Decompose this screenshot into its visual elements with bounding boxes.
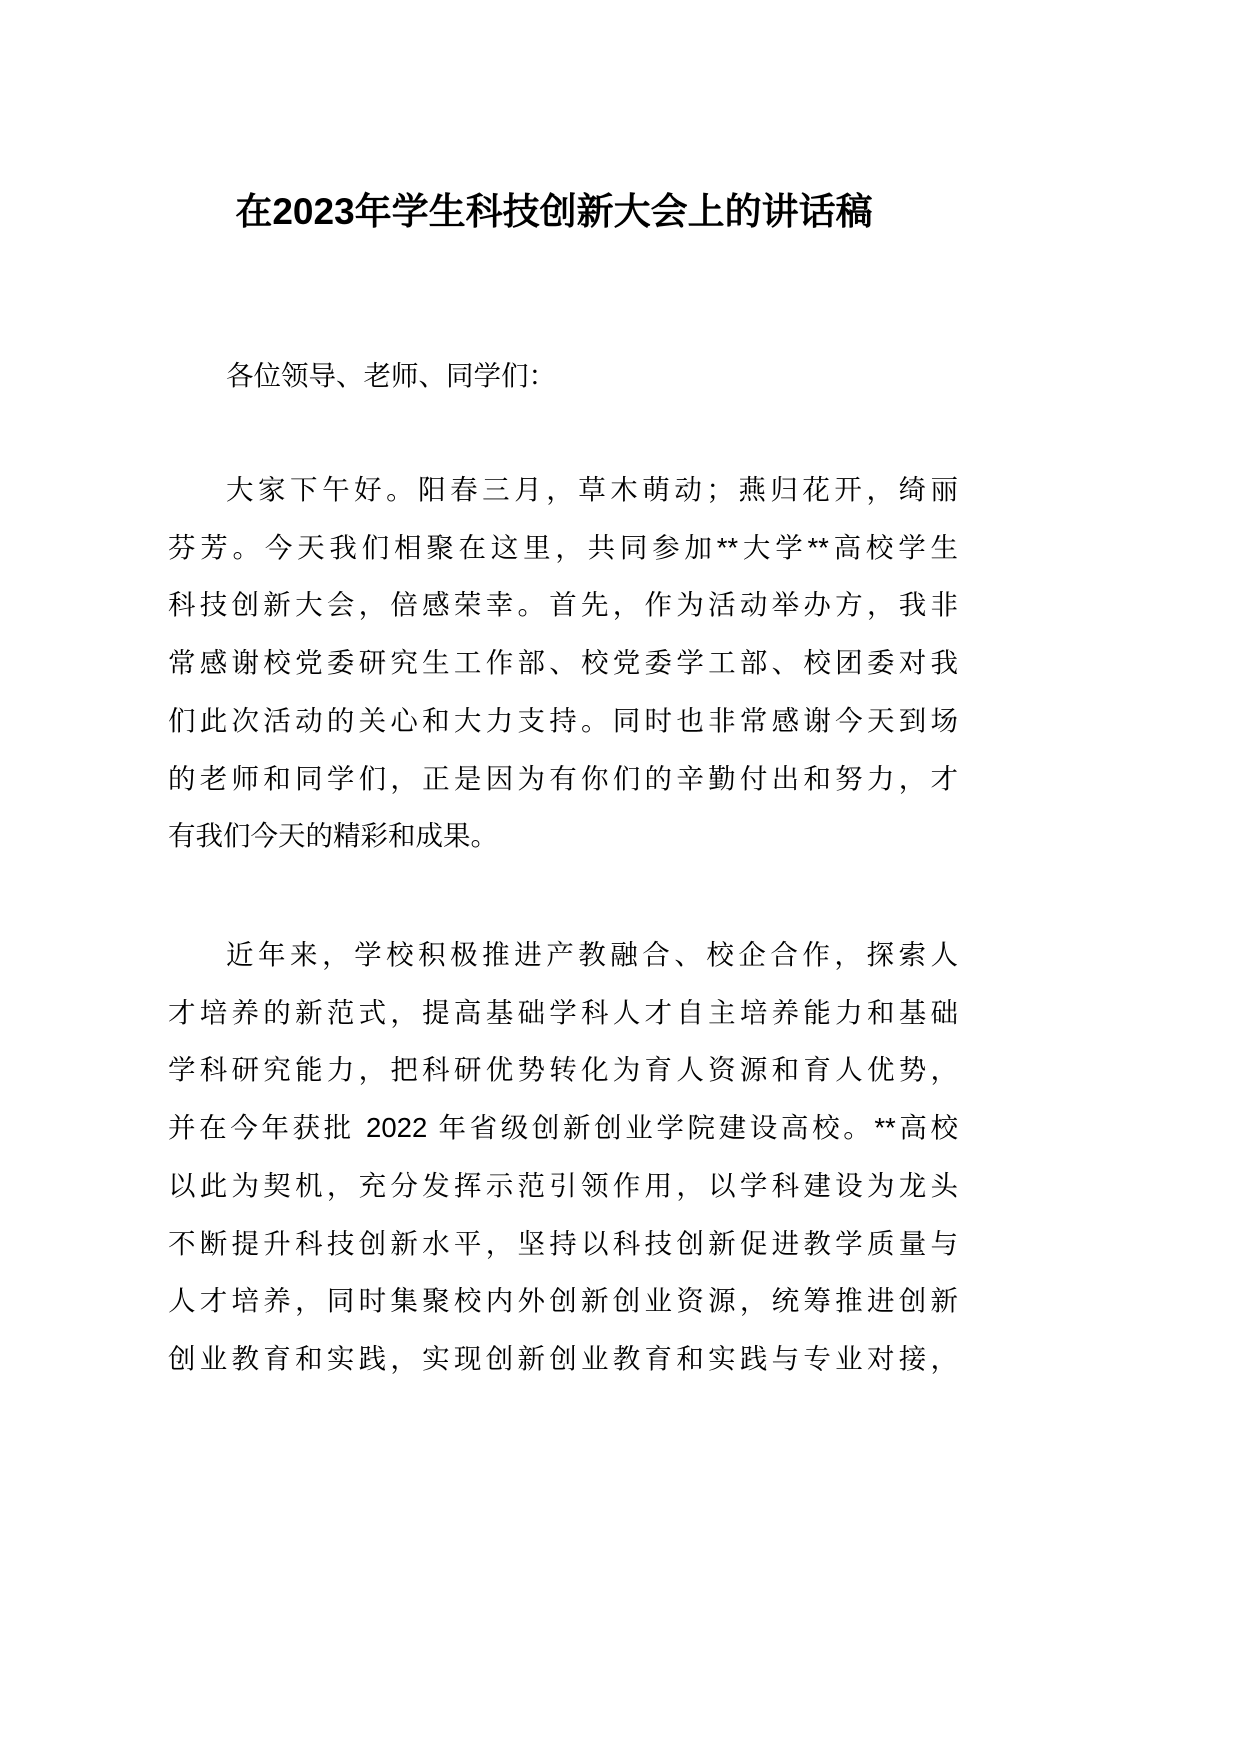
paragraph-line: 人才培养，同时集聚校内外创新创业资源，统筹推进创新 — [168, 1285, 958, 1317]
paragraph-line: 不断提升科技创新水平，坚持以科技创新促进教学质量与 — [168, 1227, 958, 1259]
paragraph-line: 常感谢校党委研究生工作部、校党委学工部、校团委对我 — [168, 647, 958, 679]
paragraph-line: 并在今年获批 2022 年省级创新创业学院建设高校。**高校 — [168, 1112, 958, 1144]
paragraph-line: 有我们今天的精彩和成果。 — [168, 820, 498, 852]
document-title: 在2023年学生科技创新大会上的讲话稿 — [235, 191, 873, 232]
paragraph-line: 近年来，学校积极推进产教融合、校企合作，探索人 — [226, 939, 958, 970]
paragraph-line: 的老师和同学们，正是因为有你们的辛勤付出和努力，才 — [168, 762, 958, 794]
paragraph-line: 以此为契机，充分发挥示范引领作用，以学科建设为龙头 — [168, 1169, 958, 1201]
paragraph-line: 们此次活动的关心和大力支持。同时也非常感谢今天到场 — [168, 704, 958, 736]
paragraph-line: 学科研究能力，把科研优势转化为育人资源和育人优势， — [168, 1054, 958, 1086]
paragraph-1 — [168, 461, 958, 865]
paragraph-2 — [168, 926, 958, 1388]
paragraph-line: 芬芳。今天我们相聚在这里，共同参加**大学**高校学生 — [168, 531, 958, 563]
greeting-line: 各位领导、老师、同学们： — [226, 360, 556, 391]
paragraph-line: 创业教育和实践，实现创新创业教育和实践与专业对接， — [168, 1342, 958, 1374]
paragraph-line: 大家下午好。阳春三月，草木萌动；燕归花开，绮丽 — [226, 474, 958, 505]
greeting — [168, 347, 958, 405]
paragraph-line: 才培养的新范式，提高基础学科人才自主培养能力和基础 — [168, 996, 958, 1028]
paragraph-line: 科技创新大会，倍感荣幸。首先，作为活动举办方，我非 — [168, 589, 958, 621]
